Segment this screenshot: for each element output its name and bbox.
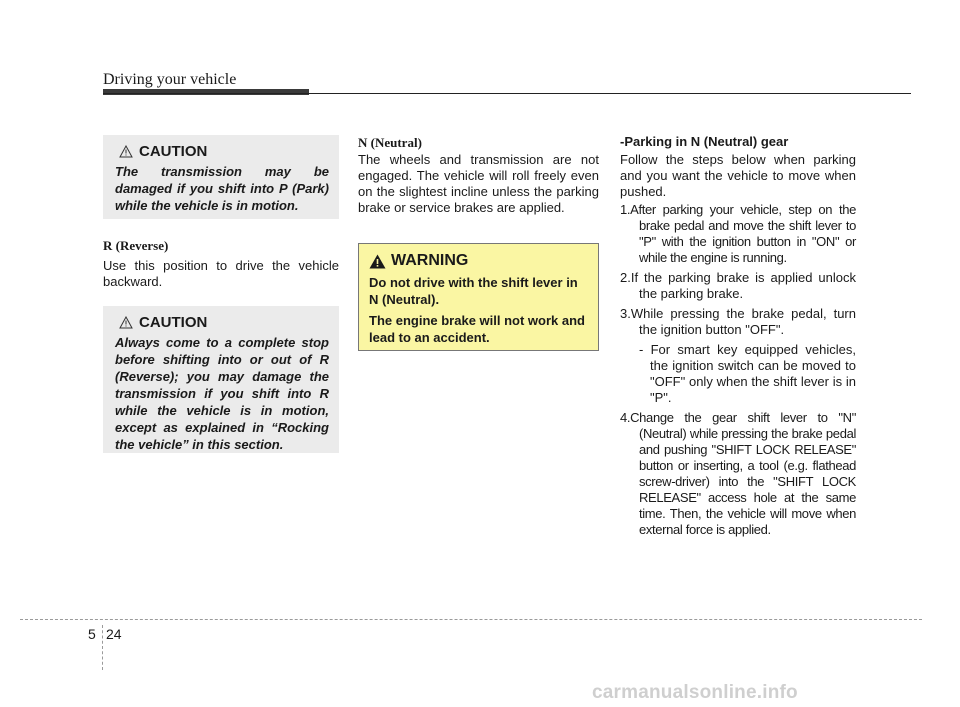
reverse-heading: R (Reverse) [103, 238, 169, 253]
page-number: 24 [106, 626, 122, 642]
page-header-title: Driving your vehicle [103, 71, 237, 88]
watermark: carmanualsonline.info [592, 682, 798, 703]
page-number-divider [102, 625, 103, 670]
parking-step-3: 3.While pressing the brake pedal, turn the ignition button "OFF". [620, 306, 856, 337]
parking-step-3-sub: - For smart key equipped vehicles, the ignition switch can be moved to "OFF" only when the shift lever is in "P". [639, 342, 856, 405]
neutral-heading: N (Neutral) [358, 135, 422, 150]
warning-title [369, 252, 589, 270]
parking-intro: Follow the steps below when parking and you want the vehicle to move when pushed. [620, 152, 856, 199]
parking-step-1: 1.After parking your vehicle, step on the brake pedal and move the shift lever to "P" with the ignition button in "ON" or while the engine is running. [620, 202, 856, 265]
header-accent-bar [103, 89, 309, 95]
caution-text: Always come to a complete stop before shifting into or out of R (Reverse); you may damage the transmission if you shift into R while the vehicle is in motion, except as explained in “Rocking the vehicle” in this section. [115, 335, 329, 452]
caution-title [119, 314, 329, 331]
header-rule [103, 93, 911, 94]
caution-title [119, 143, 329, 160]
reverse-text: Use this position to drive the vehicle backward. [103, 258, 339, 289]
warning-text-line1: Do not drive with the shift lever in N (Neutral). [369, 275, 578, 307]
caution-triangle-icon [119, 145, 133, 158]
caution-title-text: CAUTION [139, 143, 208, 160]
parking-heading: -Parking in N (Neutral) gear [620, 134, 789, 149]
caution-box-park [103, 135, 339, 219]
caution-title-text: CAUTION [139, 314, 208, 331]
neutral-text: The wheels and transmission are not engaged. The vehicle will roll freely even on the slightest incline unless the parking brake or service brakes are applied. [358, 152, 599, 215]
warning-triangle-icon [369, 254, 386, 269]
parking-step-2: 2.If the parking brake is applied unlock the parking brake. [620, 270, 856, 301]
warning-title-text: WARNING [391, 252, 469, 269]
caution-text: The transmission may be damaged if you shift into P (Park) while the vehicle is in motion. [115, 164, 329, 213]
parking-step-4: 4.Change the gear shift lever to "N" (Neutral) while pressing the brake pedal and pushing "SHIFT LOCK RELEASE" button or inserting, a tool (e.g. flathead screw-driver) into the "SHIFT LOCK RELEASE" access hole at the same time. Then, the vehicle will move when external force is applied. [620, 410, 856, 537]
chapter-number: 5 [88, 626, 96, 642]
warning-text-line2: The engine brake will not work and lead to an accident. [369, 313, 585, 345]
caution-box-reverse [103, 306, 339, 453]
caution-triangle-icon [119, 316, 133, 329]
warning-box [358, 243, 599, 351]
parking-steps [620, 202, 856, 542]
footer-rule [20, 619, 922, 620]
